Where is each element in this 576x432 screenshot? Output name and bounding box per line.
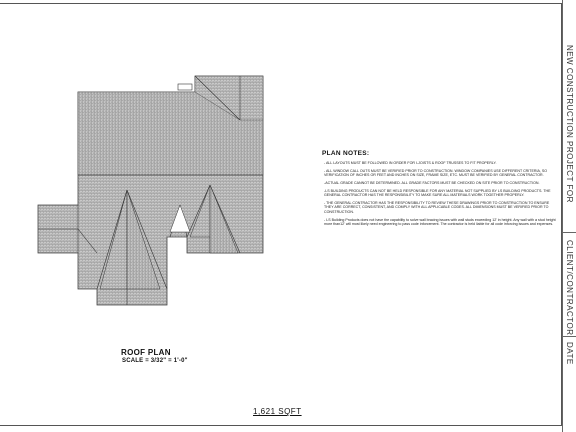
roof-upper-section [78,76,263,175]
square-footage: 1,621 SQFT [253,407,302,416]
plan-note: - LS Building Products does not have the capability to solve wall bracing issues with wall studs exceeding 12' in height. Any wall with a stud height more than12' will most likely need engineering to pass code inforcement. The contractor is held liable for all code inforcing issues and expenses. [324,217,556,226]
title-block-client: CLIENT/CONTRACTOR [565,240,574,336]
title-block-divider [562,232,576,233]
drawing-title: ROOF PLAN [121,348,171,357]
plan-notes-title: PLAN NOTES: [322,150,370,157]
chimney-icon [178,84,192,90]
title-block-date: DATE [565,342,574,365]
plan-note: -LS BUILDING PRODUCTS CAN NOT BE HELD RESPONSIBLE FOR ANY MATERIAL NOT SUPPLIED BY LS BUILDING PRODUCTS. THE GENERAL CONTRACTOR HAS THE RESPONSIBILITY TO MAKE SURE ALL MATERIALS WORK TOGETHER PROPERLY. [324,188,551,198]
plan-note: - ALL WINDOW CALL OUTS MUST BE VERIFIED PRIOR TO CONSTRUCTION. WINDOW COMPANIES USE DIFFERENT CRITERIA, SO VERIFICATION OF INCHES OR FEET AND INCHES ON SIZE, FRAME SIZE, ETC. MUST BE VERIFIED BY GENERAL CONTRACTOR. [324,168,548,178]
plan-note: - ALL LAYOUTS MUST BE FOLLOWED IN ORDER FOR I-JOISTS & ROOF TRUSSES TO FIT PROPERLY. [324,161,497,165]
title-block-divider [562,336,576,337]
plan-note: - THE GENERAL CONTRACTOR HAS THE RESPONSIBILITY TO REVIEW THESE DRAWINGS PRIOR TO CONSTRUCTION TO ENSURE THEY ARE CORRECT, CONSISTENT, AND COMPLY WITH ALL APPLICABLE CODES. ALL DIMENSIONS MUST BE VERIFIED PRIOR TO CONSTRUCTION. [324,201,550,214]
drawing-scale: SCALE = 3/32" = 1'-0" [122,358,188,364]
plan-notes [322,150,558,230]
plan-note: -ACTUAL GRADE CANNOT BE DETERMINED. ALL GRADE FACTORS MUST BE CHECKED ON SITE PRIOR TO CONSTRUCTION. [324,181,540,186]
title-block-project: NEW CONSTRUCTION PROJECT FOR [565,45,574,203]
